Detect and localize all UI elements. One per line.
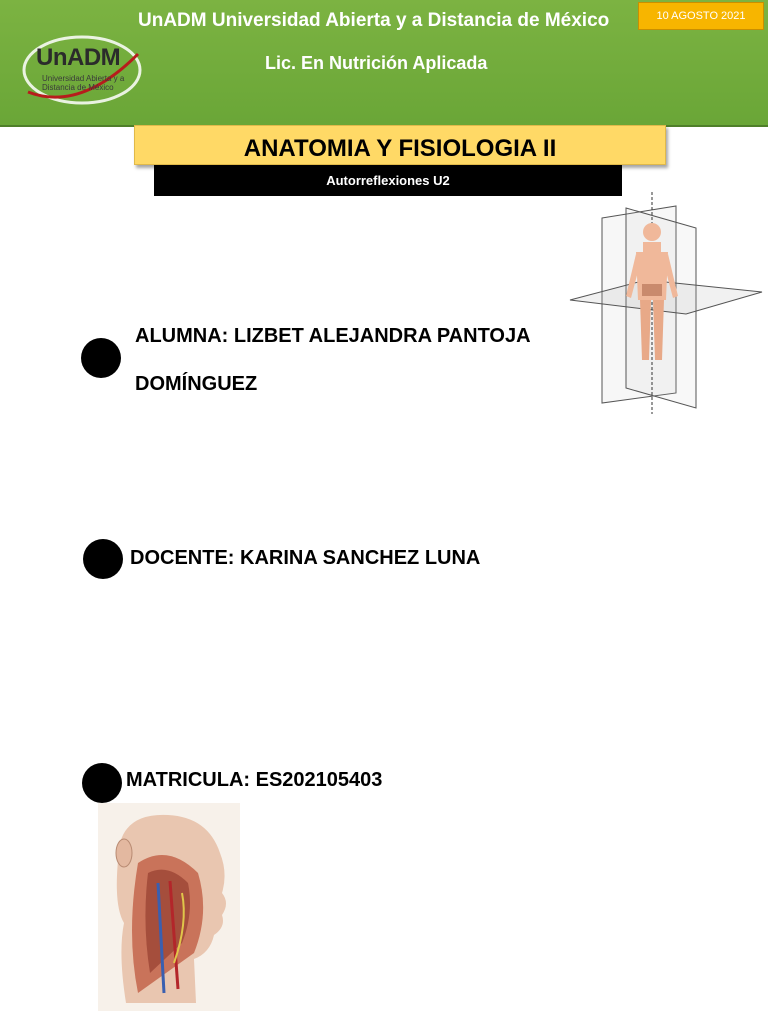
bullet-teacher [83, 539, 123, 579]
student-name-line2: DOMÍNGUEZ [135, 373, 258, 395]
enrollment-number: MATRICULA: ES202105403 [126, 769, 383, 791]
date-badge: 10 AGOSTO 2021 [638, 2, 764, 30]
course-title: ANATOMIA Y FISIOLOGIA II [134, 125, 666, 165]
head-neck-anatomy-figure [98, 803, 240, 1011]
unadm-logo [20, 32, 144, 108]
header-banner [0, 0, 768, 127]
course-subtitle: Autorreflexiones U2 [154, 165, 622, 196]
bullet-student [81, 338, 121, 378]
teacher-name: DOCENTE: KARINA SANCHEZ LUNA [130, 547, 481, 569]
bullet-enrollment [82, 763, 122, 803]
head-dissection-icon [98, 803, 240, 1011]
anatomical-planes-figure [566, 188, 766, 418]
student-name-line1: ALUMNA: LIZBET ALEJANDRA PANTOJA [135, 325, 531, 347]
body-planes-icon [566, 188, 766, 418]
university-name: UnADM Universidad Abierta y a Distancia de México [138, 10, 610, 31]
program-name: Lic. En Nutrición Aplicada [265, 53, 488, 73]
logo-subtitle: Universidad Abierta y a Distancia de México [42, 74, 125, 92]
logo-wordmark: UnADM [36, 44, 121, 71]
